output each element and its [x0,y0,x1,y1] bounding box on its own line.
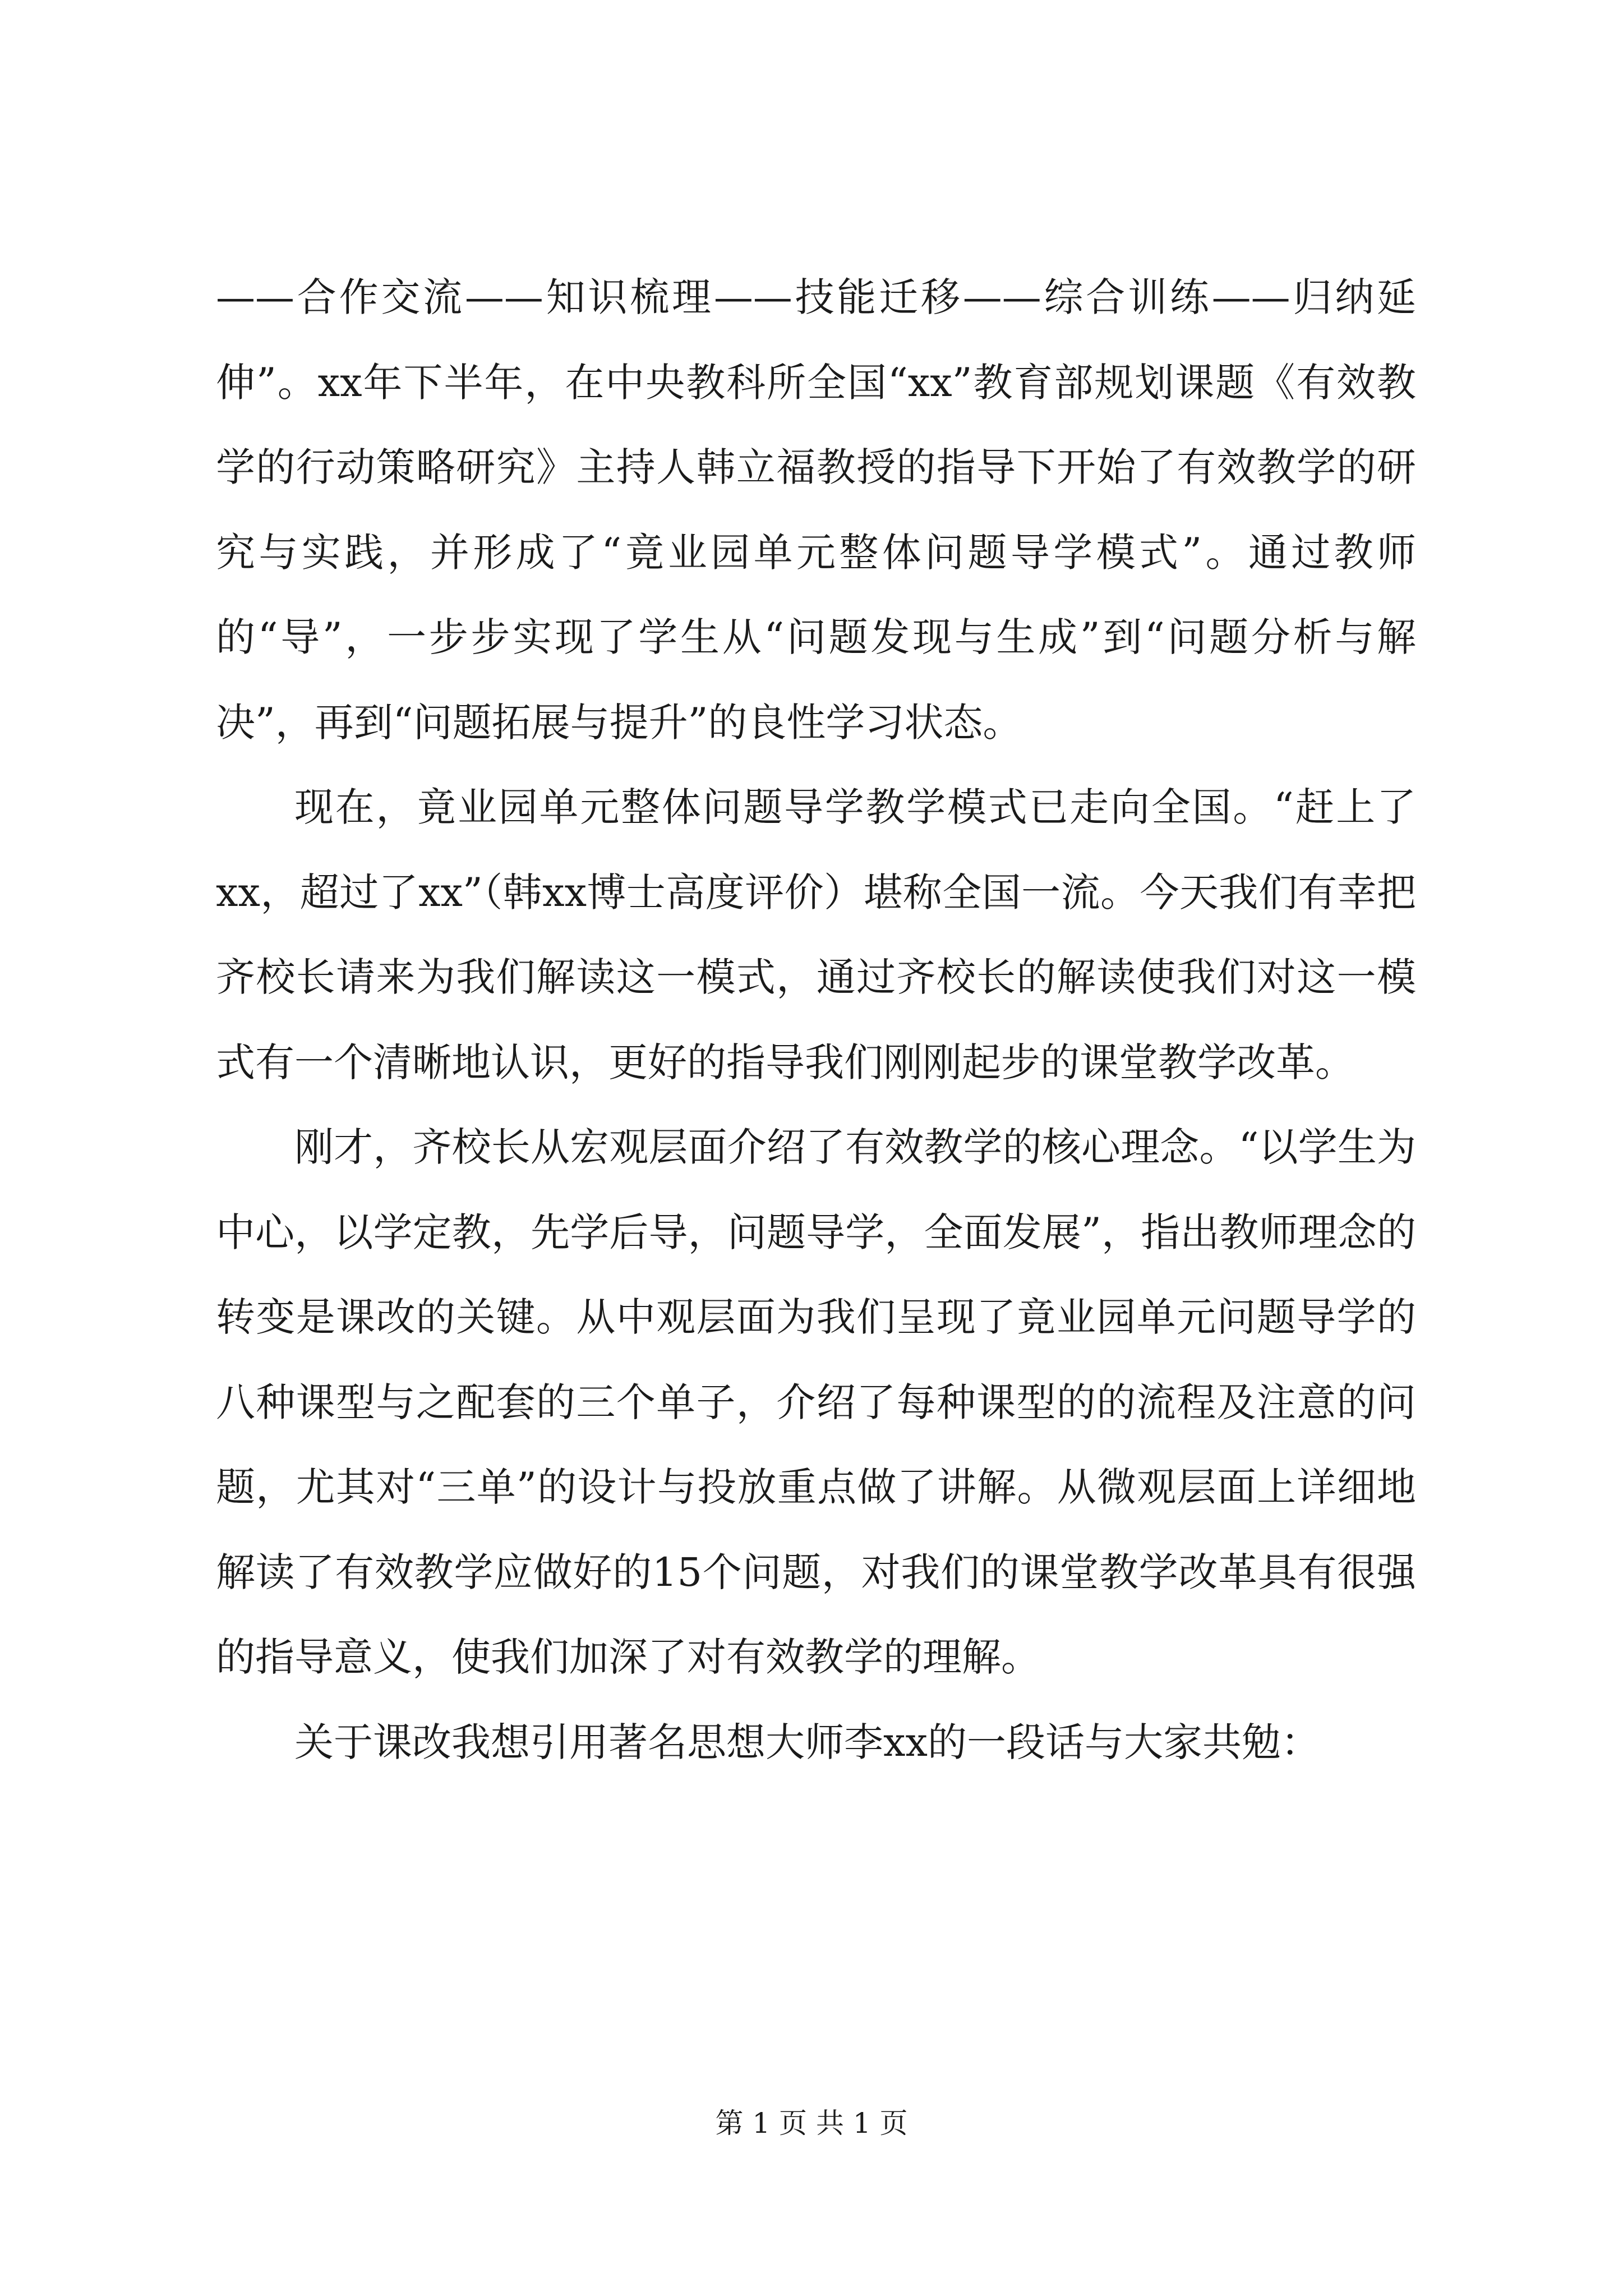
page-footer: 第 1 页 共 1 页 [715,2107,908,2139]
paragraph-quote-intro: 关于课改我想引用著名思想大师李xx的一段话与大家共勉： [294,1719,1320,1765]
document-body [216,255,1416,1785]
paragraph-principal-summary: 刚才，齐校长从宏观层面介绍了有效教学的核心理念。“以学生为中心，以学定教，先学后导，问题导学，全面发展”，指出教师理念的转变是课改的关键。从中观层面为我们呈现了竟业园单元问题导学的八种课型与之配套的三个单子，介绍了每种课型的的流程及注意的问题，尤其对“三单”的设计与投放重点做了讲解。从微观层面上详细地解读了有效教学应做好的15个问题，对我们的课堂教学改革具有很强的指导意义，使我们加深了对有效教学的理解。 [216,1124,1416,1680]
paragraph-continuation: ——合作交流——知识梳理——技能迁移——综合训练——归纳延伸”。xx年下半年，在中央教科所全国“xx”教育部规划课题《有效教学的行动策略研究》主持人韩立福教授的指导下开始了有效教学的研究与实践，并形成了“竟业园单元整体问题导学模式”。通过教师的“导”，一步步实现了学生从“问题发现与生成”到“问题分析与解决”，再到“问题拓展与提升”的良性学习状态。 [216,274,1416,746]
paragraph-model-nationwide: 现在，竟业园单元整体问题导学教学模式已走向全国。“赶上了xx，超过了xx”（韩xx博士高度评价）堪称全国一流。今天我们有幸把齐校长请来为我们解读这一模式，通过齐校长的解读使我们对这一模式有一个清晰地认识，更好的指导我们刚刚起步的课堂教学改革。 [216,784,1416,1085]
